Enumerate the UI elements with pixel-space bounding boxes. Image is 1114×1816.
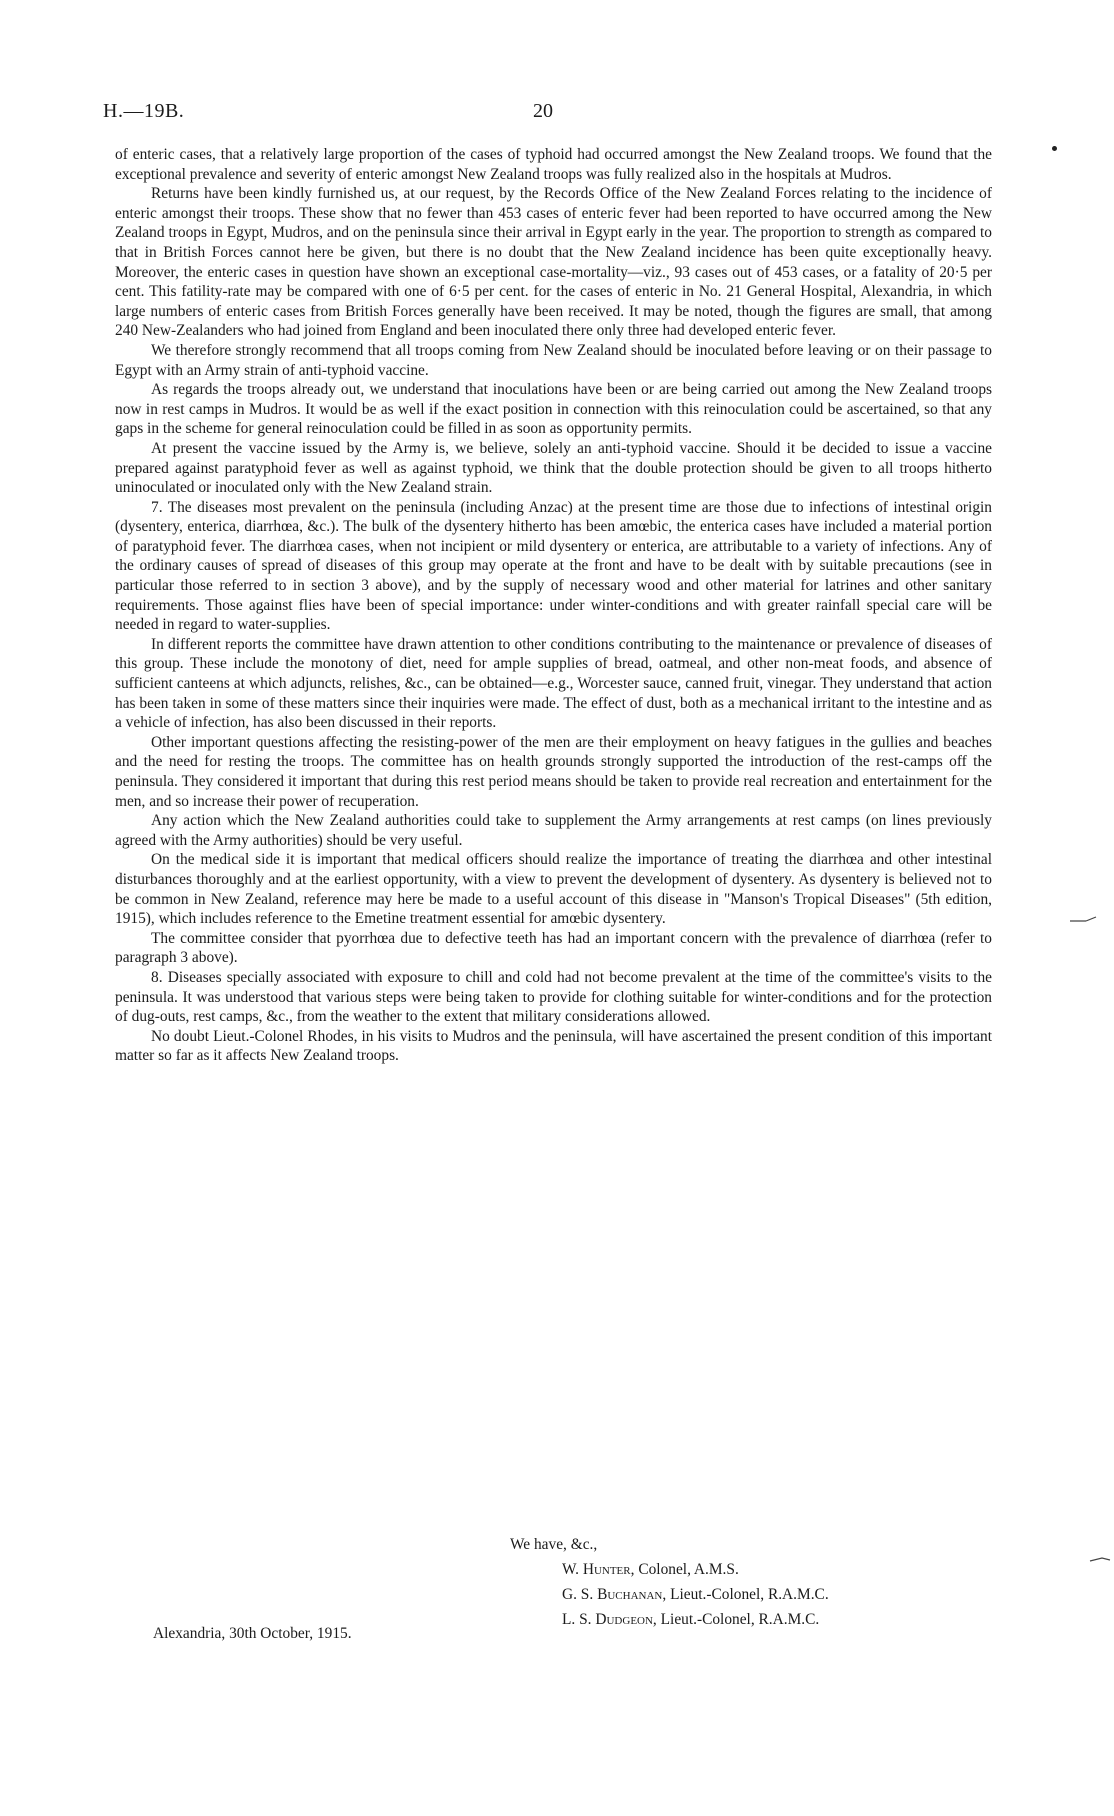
signatory-rank: Colonel, A.M.S. — [638, 1561, 739, 1578]
signatory-surname: Buchanan, — [597, 1586, 667, 1603]
margin-pencil-mark — [1068, 915, 1098, 925]
margin-dot — [1052, 146, 1057, 151]
paragraph: In different reports the committee have drawn attention to other conditions contributing to the maintenance or prevalence of diseases of this group. These include the monotony of diet, need for ample supplies of bread, oatmeal, and other non-meat foods, and absence of sufficient canteens at which adjuncts, relishes, &c., can be obtained—e.g., Worcester sauce, canned fruit, vinegar. They understand that action has been taken in some of these matters since their inquiries were made. The effect of dust, both as a mechanical irritant to the intestine and as a vehicle of infection, has also been discussed in their reports. — [115, 635, 992, 732]
salutation: We have, &c., — [510, 1536, 598, 1553]
place-and-date: Alexandria, 30th October, 1915. — [153, 1625, 352, 1642]
paragraph: The committee consider that pyorrhœa due to defective teeth has had an important concern with the prevalence of diarrhœa (refer to paragraph 3 above). — [115, 929, 992, 967]
paragraph: On the medical side it is important that medical officers should realize the importance of treating the diarrhœa and other intestinal disturbances thoroughly and at the earliest opportunity, with a view to prevent the development of dysentery. As dysentery is believed not to be common in New Zealand, reference may here be made to a useful account of this disease in "Manson's Tropical Diseases" (5th edition, 1915), which includes reference to the Emetine treatment essential for amœbic dysentery. — [115, 851, 992, 928]
signatory-initials: W. — [562, 1561, 579, 1578]
signatory-surname: Hunter, — [582, 1561, 635, 1578]
paragraph: Any action which the New Zealand authorities could take to supplement the Army arrangements at rest camps (on lines previously agreed with the Army authorities) should be very useful. — [115, 812, 992, 849]
signatory-initials: G. S. — [562, 1586, 594, 1603]
page-header — [103, 100, 1003, 130]
paragraph: We therefore strongly recommend that all troops coming from New Zealand should be inoculated before leaving or on their passage to Egypt with an Army strain of anti-typhoid vaccine. — [115, 341, 992, 379]
signatory — [562, 1584, 829, 1606]
paragraph: At present the vaccine issued by the Army is, we believe, solely an anti-typhoid vaccine. Should it be decided to issue a vaccine prepared against paratyphoid fever as well as against typhoid, we think that the double protection should be given to all troops hitherto uninoculated or inoculated only with the New Zealand strain. — [115, 439, 992, 497]
paragraph: No doubt Lieut.-Colonel Rhodes, in his visits to Mudros and the peninsula, will have ascertained the present condition of this important matter so far as it affects New Zealand troops. — [115, 1027, 992, 1065]
paragraph: 7. The diseases most prevalent on the peninsula (including Anzac) at the present time are those due to infections of intestinal origin (dysentery, enterica, diarrhœa, &c.). The bulk of the dysentery hitherto has been amœbic, the enterica cases have included a material portion of paratyphoid fever. The diarrhœa cases, when not incipient or mild dysentery or enterica, are attributable to a variety of infections. Any of the ordinary causes of spread of diseases of this group may operate at the front and have to be dealt with by suitable precautions (see in particular those referred to in section 3 above), and by the supply of necessary wood and other material for latrines and other sanitary requirements. Those against flies have been of special importance: under winter-conditions and with greater rainfall special care will be needed in regard to water-supplies. — [115, 498, 992, 634]
margin-pencil-mark — [1088, 1554, 1114, 1564]
page-number: 20 — [533, 100, 553, 122]
paragraph: As regards the troops already out, we understand that inoculations have been or are being carried out among the New Zealand troops now in rest camps in Mudros. It would be as well if the exact position in connection with this reinoculation could be ascertained, so that any gaps in the scheme for general reinoculation could be filled in as soon as opportunity permits. — [115, 381, 992, 438]
signatory-surname: Dudgeon, — [595, 1611, 657, 1628]
signatory-rank: Lieut.-Colonel, R.A.M.C. — [670, 1586, 829, 1603]
document-reference: H.—19B. — [103, 100, 185, 122]
signatory-rank: Lieut.-Colonel, R.A.M.C. — [660, 1611, 820, 1628]
signatory — [562, 1609, 819, 1631]
paragraph: Other important questions affecting the resisting-power of the men are their employment on heavy fatigues in the gullies and beaches and the need for resting the troops. The committee has on health grounds strongly supported the introduction of the rest-camps off the peninsula. They considered it important that during this rest period means should be taken to provide real recreation and entertainment for the men, and so increase their power of recuperation. — [115, 733, 992, 810]
paragraph: of enteric cases, that a relatively large proportion of the cases of typhoid had occurred amongst the New Zealand troops. We found that the exceptional prevalence and severity of enteric amongst New Zealand troops was fully realized also in the hospitals at Mudros. — [115, 146, 992, 183]
letter-body — [115, 145, 992, 1066]
signatory-initials: L. S. — [562, 1611, 592, 1628]
paragraph: 8. Diseases specially associated with exposure to chill and cold had not become prevalent at the time of the committee's visits to the peninsula. It was understood that various steps were being taken to provide for clothing suitable for winter-conditions and for the protection of dug-outs, rest camps, &c., from the weather to the extent that military considerations allowed. — [115, 968, 992, 1026]
signatory — [562, 1559, 739, 1581]
paragraph: Returns have been kindly furnished us, at our request, by the Records Office of the New Zealand Forces relating to the incidence of enteric amongst their troops. These show that no fewer than 453 cases of enteric fever had been reported to have occurred among the New Zealand troops in Egypt, Mudros, and on the peninsula since their arrival in Egypt early in the year. The proportion to strength as compared to that in British Forces cannot here be given, but there is no doubt that the New Zealand incidence has been quite exceptionally heavy. Moreover, the enteric cases in question have shown an exceptional case-mortality—viz., 93 cases out of 453 cases, or a fatality of 20·5 per cent. This fatility-rate may be compared with one of 6·5 per cent. for the cases of enteric in No. 21 General Hospital, Alexandria, in which large numbers of enteric cases from British Forces generally have been received. It may be noted, though the figures are small, that among 240 New-Zealanders who had joined from England and been inoculated there only three had developed enteric fever. — [115, 185, 992, 340]
